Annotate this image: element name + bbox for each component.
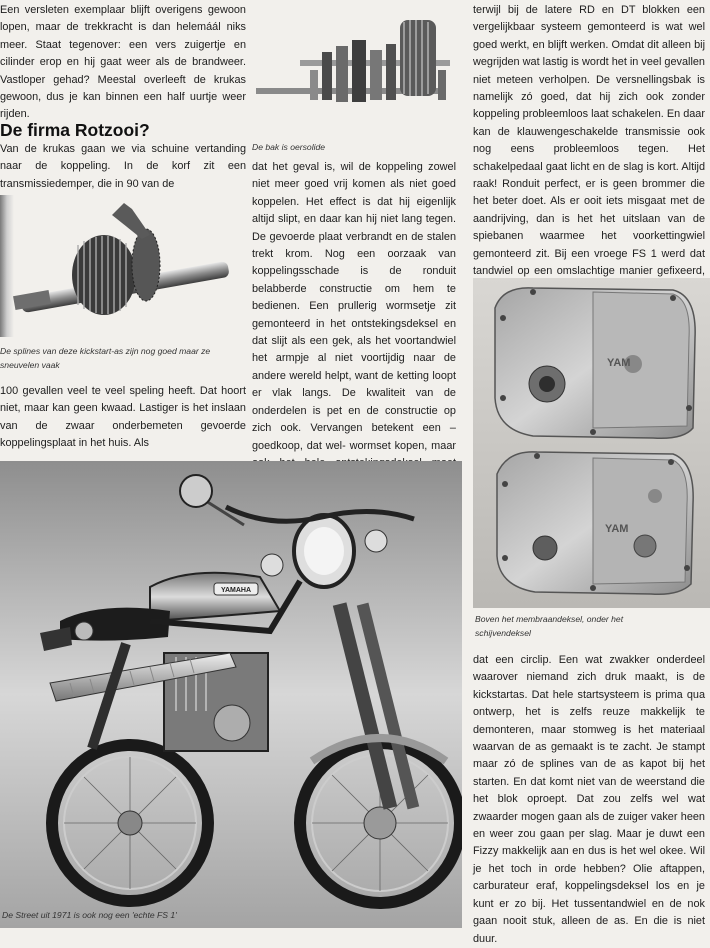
gearbox-caption bbox=[252, 140, 452, 154]
column1-continued-text: 100 gevallen veel te veel speling heeft. Dat hoort niet, maar kan geen kwaad. Lastiger is het inslaan van de zwaar onderbemeten gevoerde koppelingsplaat in het huis. Als bbox=[0, 385, 246, 450]
kickstart-caption-text: De splines van deze kickstart-as zijn nog goed maar ze sneuvelen vaak bbox=[0, 346, 211, 370]
tank-badge: YAMAHA bbox=[220, 587, 252, 594]
gearbox-photo bbox=[250, 0, 468, 112]
column2-text: dat het geval is, wil de koppeling zowel niet meer goed vrij komen als niet goed koppelen. Het effect is dat hij eigenlijk altijd slipt, en daar kan hij niet lang tegen. De gevoerde plaat verbrandt en de stalen trekt krom. Nog een oorzaak van koppelingsschade is de ronduit belabberde constructie om hem te bedienen. Een prullerig wormsetje zit gemonteerd in het ontstekingsdeksel en dat slijt als een gek, als het voortandwiel het armpje al niet voortijdig naar de andere wereld helpt, want de ketting loopt er vlak langs. De kwaliteit van de onderdelen is pet en de constructie op zich ook. Vervangen betekent een – goedkoop, dat wel- wormset kopen, maar bbox=[252, 161, 456, 452]
cover-logo-bottom: YAM bbox=[605, 523, 629, 535]
section-heading: De firma Rotzooi? bbox=[0, 120, 150, 140]
covers-caption-text: Boven het membraandeksel, onder het schijvendeksel bbox=[475, 614, 624, 638]
kickstart-caption bbox=[0, 344, 240, 372]
column3-paragraph-bottom bbox=[473, 652, 705, 948]
heading-paragraph bbox=[0, 141, 246, 193]
cover-logo-top: YAM bbox=[607, 357, 631, 369]
motorcycle-photo bbox=[0, 461, 462, 928]
intro-text: Een versleten exemplaar blijft overigens gewoon lopen, maar de trekkracht is dan helemáál niks meer. Staat tegenover: een vers zuigertje en cilinder erop en hij gaat weer als de brandweer. Vastloper gehad? Meestal overleeft de krukas gewoon, dus je kan binnen een half uurtje weer rijden. bbox=[0, 4, 246, 121]
heading-paragraph-text: Van de krukas gaan we via schuine vertanding naar de koppeling. In de korf zit een transmissiedemper, die in 90 van de bbox=[0, 143, 246, 190]
column1-continued bbox=[0, 383, 246, 453]
covers-caption bbox=[475, 612, 680, 640]
engine-covers-photo bbox=[473, 278, 710, 608]
motorcycle-caption-text: De Street uit 1971 is ook nog een 'echte FS 1' bbox=[2, 910, 177, 920]
column3-paragraph-top bbox=[473, 2, 705, 298]
column2-paragraph bbox=[252, 159, 456, 507]
gearbox-caption-text: De bak is oersolide bbox=[252, 142, 326, 152]
intro-paragraph bbox=[0, 2, 246, 124]
column3-bottom-text: dat een circlip. Een wat zwakker onderdeel waarover niemand zich druk maakt, is de kickstartas. Dat hele startsysteem is prima qua ontwerp, het is zelfs reuze makkelijk te demonteren, maar stomweg is het materiaal waarvan de as gemaakt is te zacht. Je stampt maar zó de splines van de as kapot bij het starten. En dat komt niet van de weerstand die het blok oproept. Dat zou zelfs wel wat zwaarder mogen gaan als de zuiger vaker heen en weer zou gaan per slag. Maar je duwt een Fizzy makkelijk aan en dus is het wel okee. Wil je het toch in orde hebben? Olie aftappen, carburateur eraf, koppelingsdeksel los en je kunt er zo bij. Het tussentandwiel en de nok gaan nooit stuk, alleen de as. En die is niet duur. bbox=[473, 654, 705, 945]
column3-top-text: terwijl bij de latere RD en DT blokken een vergelijkbaar systeem gemonteerd is wat wel goed werkt, en blijft werken. Omdat dit alleen bij wegrijden wat lastig is wordt het in veel gevallen niet meteen verholpen. De versnellingsbak is namelijk zó goed, dat hij zich ook zonder koppeling probleemloos laat schakelen. En daar kan de klauwengeschakelde transmissie ook nog eens probleemloos tegen. Het schakelpedaal gaat licht en de slag is kort. Altijd raak! Ronduit perfect, er is geen brommer die het beter doet. Als er ooit iets misgaat met de aandrijving, dan is het het uitslaan van de spiebanen waarmee het voorkettingwiel gemonteerd zit. Bij een vroege FS 1 werd dat tandwiel op een omslachtige manier gefixeerd, bbox=[473, 4, 705, 278]
motorcycle-caption bbox=[2, 908, 302, 922]
kickstart-shaft-photo bbox=[0, 195, 246, 337]
